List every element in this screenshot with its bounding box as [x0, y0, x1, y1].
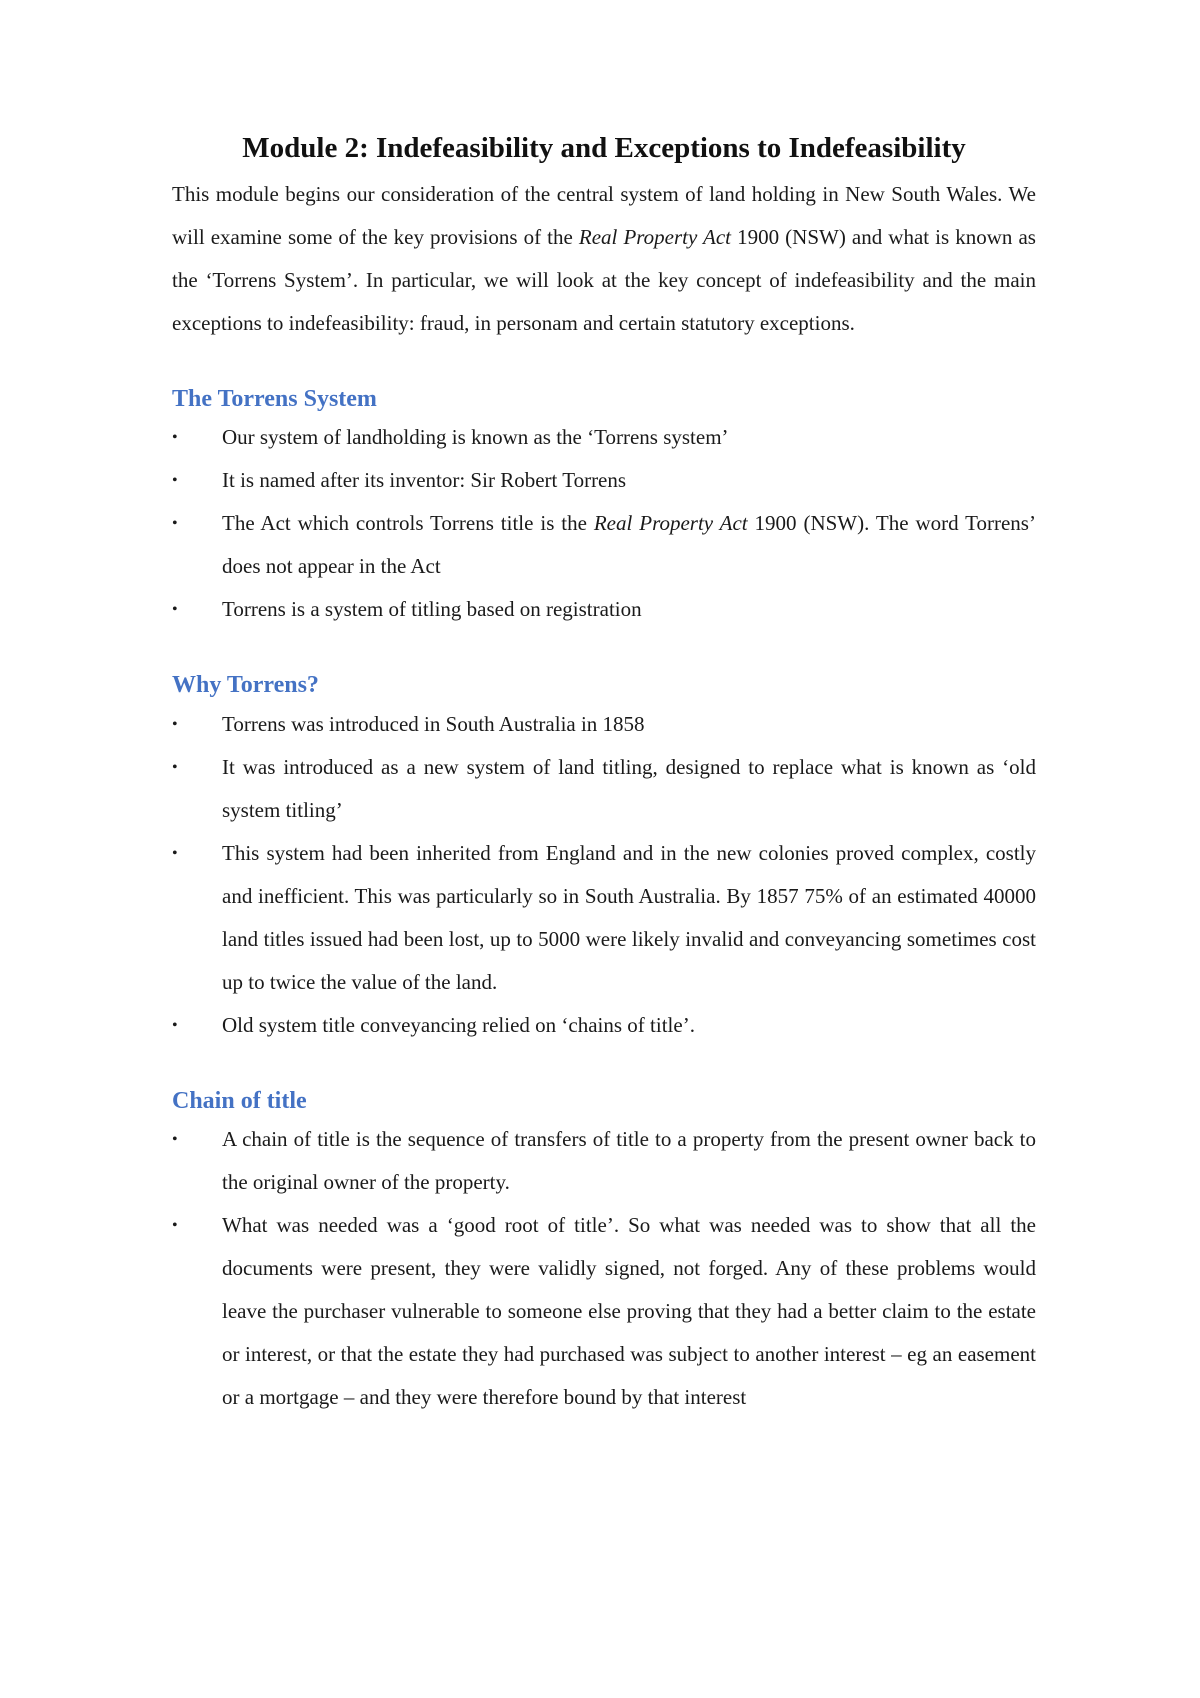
list-item-text: Torrens was introduced in South Australia in 1858: [222, 711, 645, 736]
list-item-text: It was introduced as a new system of land titling, designed to replace what is known as ‘old system titling’: [222, 754, 1036, 822]
list-item-text: A chain of title is the sequence of transfers of title to a property from the present owner back to the original owner of the property.: [222, 1127, 1036, 1195]
bullet-list-torrens-system: [172, 416, 1036, 631]
bullet-icon: •: [172, 429, 178, 447]
bullet-list-chain-of-title: [172, 1118, 1036, 1419]
bullet-icon: •: [172, 515, 178, 533]
list-item: [172, 1004, 1036, 1047]
list-item: [172, 1204, 1036, 1419]
list-item: [172, 1118, 1036, 1204]
document-title: Module 2: Indefeasibility and Exceptions to Indefeasibility: [242, 132, 966, 164]
list-item: [172, 588, 1036, 631]
list-item-text: It is named after its inventor: Sir Robert Torrens: [222, 468, 627, 493]
document-page: [172, 128, 1036, 1419]
list-item: [172, 703, 1036, 746]
bullet-icon: •: [172, 1131, 178, 1149]
bullet-icon: •: [172, 1016, 178, 1034]
list-item-text: This system had been inherited from England and in the new colonies proved complex, costly and inefficient. This was particularly so in South Australia. By 1857 75% of an estimated 40000 land titles issued had been lost, up to 5000 were likely invalid and conveyancing sometimes cost up to twice the value of the land.: [222, 840, 1036, 994]
section-heading-why-torrens: Why Torrens?: [172, 672, 319, 699]
bullet-icon: •: [172, 758, 178, 776]
bullet-icon: •: [172, 601, 178, 619]
bullet-icon: •: [172, 844, 178, 862]
bullet-icon: •: [172, 472, 178, 490]
section-heading-chain-of-title: Chain of title: [172, 1087, 307, 1114]
bullet-icon: •: [172, 715, 178, 733]
bullet-list-why-torrens: [172, 703, 1036, 1047]
list-item: [172, 502, 1036, 588]
list-item-text: Torrens is a system of titling based on registration: [222, 597, 642, 622]
list-item: [172, 832, 1036, 1004]
intro-paragraph: [172, 173, 1036, 345]
bullet-icon: •: [172, 1217, 178, 1235]
list-item-text-post: 1900 (NSW). The word Torrens’ does not appear in the Act: [222, 511, 1036, 579]
list-item-text-pre: The Act which controls Torrens title is the: [222, 511, 594, 536]
intro-text-1: This module begins our consideration of the central system of land holding in New South Wales. We will examine some of the key provisions of the: [172, 181, 1036, 249]
list-item-text: What was needed was a ‘good root of title’. So what was needed was to show that all the documents were present, they were validly signed, not forged. Any of these problems would leave the purchaser vulnerable to someone else proving that they had a better claim to the estate or interest, or that the estate they had purchased was subject to another interest – eg an easement or a mortgage – and they were therefore bound by that interest: [222, 1213, 1036, 1410]
list-item-act-name: Real Property Act: [593, 511, 748, 536]
intro-text-2: 1900 (NSW) and what is known as the ‘Torrens System’. In particular, we will look at the key concept of indefeasibility and the main exceptions to indefeasibility: fraud, in personam and certain statutory exceptions.: [172, 224, 1036, 335]
list-item-text: Old system title conveyancing relied on ‘chains of title’.: [222, 1012, 695, 1037]
section-heading-torrens-system: The Torrens System: [172, 385, 377, 412]
list-item: [172, 416, 1036, 459]
list-item: [172, 746, 1036, 832]
list-item: [172, 459, 1036, 502]
intro-act-name: Real Property Act: [578, 224, 732, 249]
list-item-text: Our system of landholding is known as the ‘Torrens system’: [222, 425, 729, 450]
